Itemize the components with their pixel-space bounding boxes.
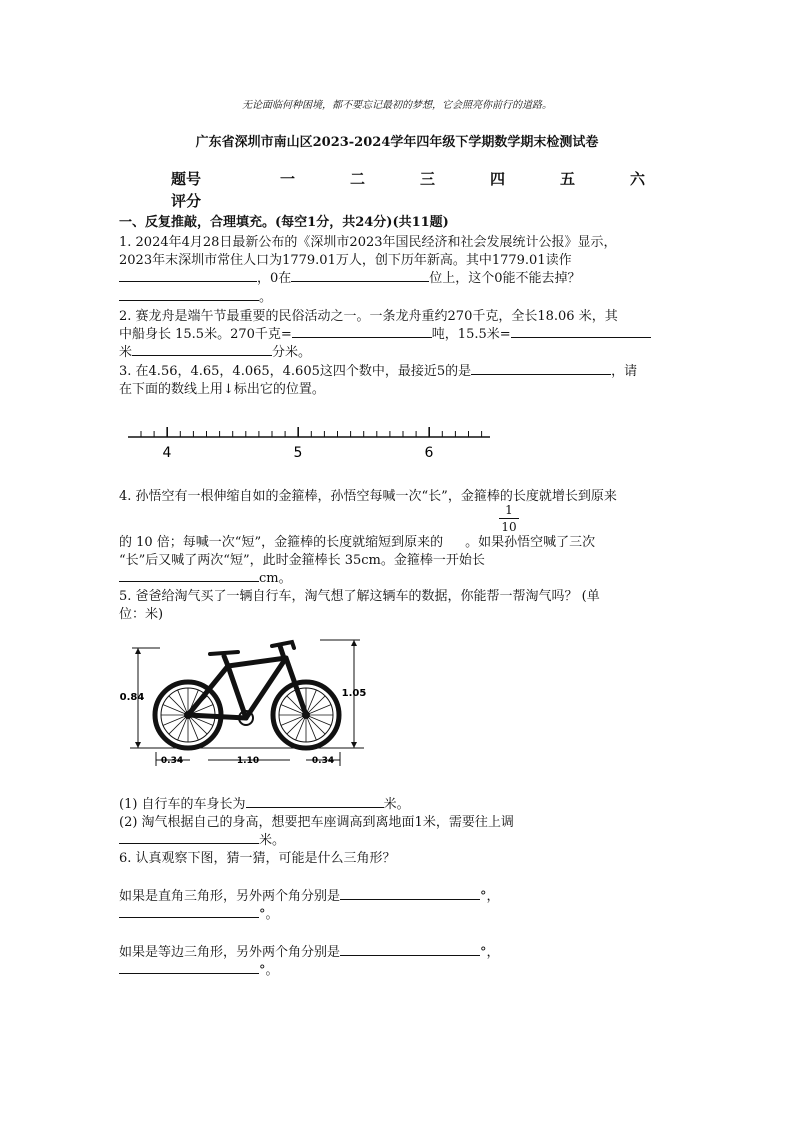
wheel-spoke <box>306 715 325 734</box>
q6-blank-equi-1[interactable] <box>340 942 480 956</box>
q4-line2: 的 10 倍；每喊一次“短”，金箍棒的长度就缩短到原来的 。如果孙悟空喊了三次 <box>119 535 596 550</box>
q2-line2: 中船身长 15.5米。270千克= 吨，15.5米= <box>119 323 651 342</box>
section-1-heading: 一、反复推敲，合理填充。(每空1分，共24分)(共11题) <box>119 215 449 230</box>
score-table-row1-label: 题号 <box>171 170 202 188</box>
score-col-5: 五 <box>560 170 576 188</box>
q5-blank-body-length[interactable] <box>246 794 384 808</box>
wheel-spoke <box>169 715 188 734</box>
q5-sub2-answer: 米。 <box>119 829 285 848</box>
q4-blank-length[interactable] <box>119 568 259 582</box>
bicycle-diagram <box>120 630 380 770</box>
q6-line1: 6. 认真观察下图，猜一猜，可能是什么三角形？ <box>119 851 396 866</box>
q2-blank-decimeter[interactable] <box>132 342 272 356</box>
score-col-3: 三 <box>420 170 436 188</box>
q5-blank-raise[interactable] <box>119 830 259 844</box>
exam-title: 广东省深圳市南山区2023-2024学年四年级下学期数学期末检测试卷 <box>195 135 599 150</box>
q6-right-triangle: 如果是直角三角形，另外两个角分别是 °， <box>119 885 500 904</box>
motto: 无论面临何种困境，都不要忘记最初的梦想，它会照亮你前行的道路。 <box>242 100 552 111</box>
q1-blank-answer[interactable] <box>119 287 259 301</box>
q3-blank-closest[interactable] <box>471 361 611 375</box>
dim-left-wheel: 0.34 <box>160 756 184 766</box>
dim-middle: 1.10 <box>236 756 260 766</box>
dim-height-back: 1.05 <box>341 688 367 699</box>
number-line-label-5: 5 <box>293 445 303 461</box>
dim-height-front: 0.84 <box>120 692 145 703</box>
q2-blank-ton[interactable] <box>292 324 432 338</box>
q2-blank-meter[interactable] <box>511 324 651 338</box>
q4-line1: 4. 孙悟空有一根伸缩自如的金箍棒，孙悟空每喊一次“长”，金箍棒的长度就增长到原来 <box>119 489 617 504</box>
q6-blank-right-1[interactable] <box>340 886 480 900</box>
q4-fraction-numerator: 1 <box>505 503 513 517</box>
q2-line3: 米 分米。 <box>119 341 311 360</box>
wheel-spoke <box>169 696 188 715</box>
q6-right-triangle-2: °。 <box>119 903 279 922</box>
score-col-1: 一 <box>280 170 296 188</box>
q4-fraction <box>499 503 519 534</box>
number-line <box>120 415 500 465</box>
q3-line2: 在下面的数线上用↓标出它的位置。 <box>119 382 325 397</box>
wheel-spoke <box>287 715 306 734</box>
q6-blank-right-2[interactable] <box>119 904 259 918</box>
q1-blank-reading[interactable] <box>119 268 257 282</box>
score-col-4: 四 <box>490 170 506 188</box>
q3-line1: 3. 在4.56，4.65，4.065，4.605这四个数中，最接近5的是 ，请 <box>119 360 637 379</box>
q6-equilateral-triangle: 如果是等边三角形，另外两个角分别是 °， <box>119 941 500 960</box>
score-col-2: 二 <box>350 170 366 188</box>
q6-equilateral-triangle-2: °。 <box>119 959 279 978</box>
q4-fraction-denominator: 10 <box>501 520 517 534</box>
q1-line1: 1. 2024年4月28日最新公布的《深圳市2023年国民经济和社会发展统计公报》显示， <box>119 235 617 250</box>
q5-line1: 5. 爸爸给淘气买了一辆自行车，淘气想了解这辆车的数据，你能帮一帮淘气吗？ (单 <box>119 589 600 604</box>
q5-line2: 位：米) <box>119 607 164 622</box>
score-col-6: 六 <box>630 170 646 188</box>
wheel-spoke <box>306 696 325 715</box>
dim-right-wheel: 0.34 <box>311 756 335 766</box>
q1-line3: ，0在 位上，这个0能不能去掉？ <box>119 267 581 286</box>
number-line-label-6: 6 <box>424 445 434 461</box>
q6-blank-equi-2[interactable] <box>119 960 259 974</box>
q1-blank-place[interactable] <box>291 268 429 282</box>
q1-line4: 。 <box>119 286 272 305</box>
q1-line2: 2023年末深圳市常住人口为1779.01万人，创下历年新高。其中1779.01读作 <box>119 253 572 268</box>
q5-sub2: (2) 淘气根据自己的身高，想要把车座调高到离地面1米，需要往上调 <box>119 815 514 830</box>
number-line-label-4: 4 <box>162 445 172 461</box>
q5-sub1: (1) 自行车的车身长为 米。 <box>119 793 410 812</box>
q2-line1: 2. 赛龙舟是端午节最重要的民俗活动之一。一条龙舟重约270千克，全长18.06 米，其 <box>119 309 618 324</box>
q4-line3: “长”后又喊了两次“短”，此时金箍棒长 35cm。金箍棒一开始长 <box>119 553 485 568</box>
score-table-row2-label: 评分 <box>171 192 202 210</box>
q4-line4: cm。 <box>119 567 292 586</box>
